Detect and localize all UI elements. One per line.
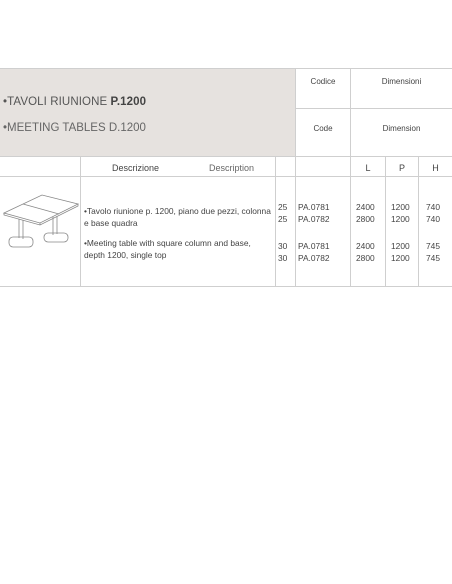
description-english: •Meeting table with square column and base, depth 1200, single top (84, 238, 251, 261)
header-dims-en: Dimension (382, 124, 421, 133)
column-descrizione: Descrizione (112, 163, 160, 173)
divider-qty (275, 156, 276, 286)
divider-H (418, 156, 419, 286)
column-P: P (398, 163, 405, 173)
meeting-table-drawing (2, 186, 80, 266)
title-english: •MEETING TABLES D.1200 (3, 122, 146, 134)
header-dims-it: Dimensioni (381, 77, 422, 86)
row-L: 2400 (356, 241, 375, 251)
column-L: L (365, 163, 371, 173)
title-italian (3, 96, 146, 108)
row-P: 1200 (391, 214, 410, 224)
row-L: 2800 (356, 214, 375, 224)
row-qty: 30 (278, 241, 288, 251)
row-P: 1200 (391, 241, 410, 251)
row-P: 1200 (391, 253, 410, 263)
row-code: PA.0782 (298, 214, 330, 224)
header-mid-rule (295, 108, 452, 109)
row-qty: 25 (278, 214, 288, 224)
row-H: 745 (426, 253, 440, 263)
column-description: Description (209, 163, 255, 173)
row-L: 2400 (356, 202, 375, 212)
title-italian-bold: P.1200 (110, 96, 147, 108)
divider-code (295, 68, 296, 286)
header-code-en: Code (313, 124, 333, 133)
title-italian-text: •TAVOLI RIUNIONE (3, 96, 111, 108)
divider-image (80, 156, 81, 286)
row-H: 740 (426, 202, 440, 212)
header-code-it: Codice (310, 77, 336, 86)
row-code: PA.0781 (298, 241, 330, 251)
row-qty: 25 (278, 202, 288, 212)
row-H: 740 (426, 214, 440, 224)
table-bottom-rule (0, 286, 452, 287)
row-L: 2800 (356, 253, 375, 263)
row-P: 1200 (391, 202, 410, 212)
divider-P (385, 156, 386, 286)
divider-dims (350, 68, 351, 286)
description-italian: •Tavolo riunione p. 1200, piano due pezzi, colonna e base quadra (84, 206, 271, 229)
top-rule (0, 68, 452, 69)
row-code: PA.0782 (298, 253, 330, 263)
row-code: PA.0781 (298, 202, 330, 212)
row-H: 745 (426, 241, 440, 251)
header-background (0, 68, 295, 156)
column-H: H (432, 163, 439, 173)
row-qty: 30 (278, 253, 288, 263)
